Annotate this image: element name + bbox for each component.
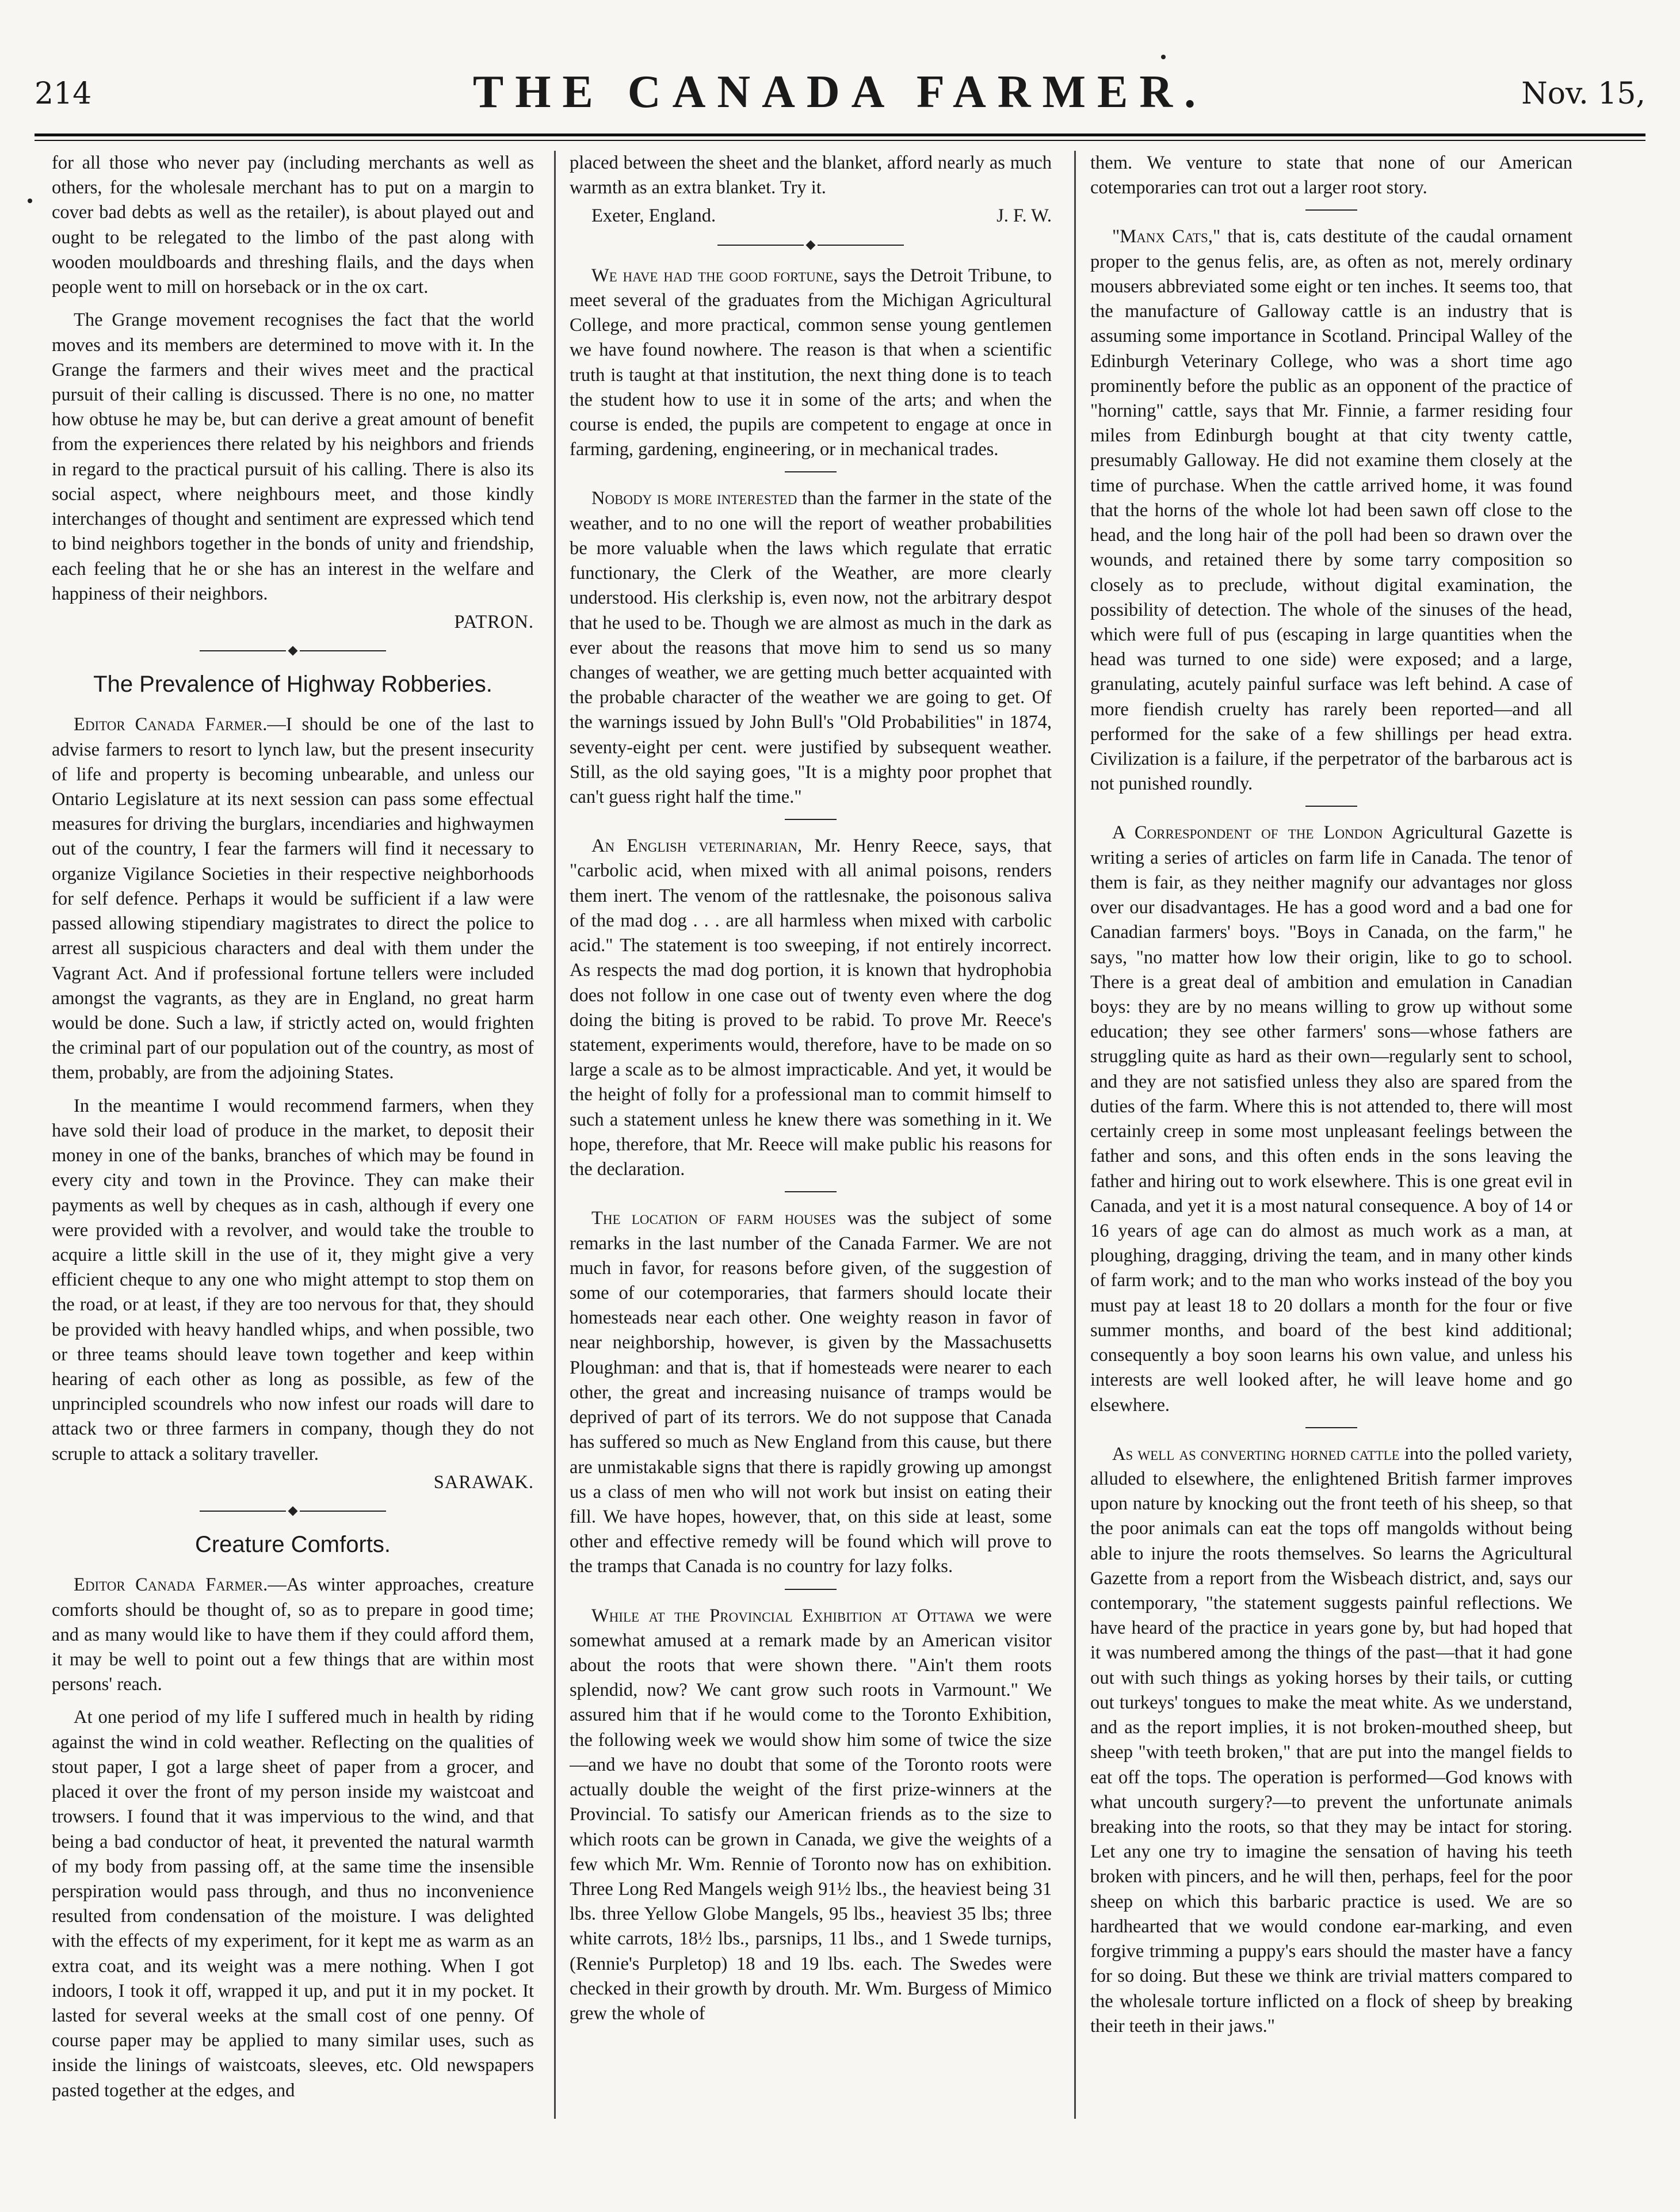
paragraph: We have had the good fortune, says the Detroit Tribune, to meet several of the graduates from the Michigan Agricultural College, and more practical, common sense young gentlemen we have found nowhere. The reason is that when a scientific truth is taught at that institution, the next thing done is to teach the student how to use it in some of the arts; and when the course is ended, the pupils are competent to engage at once in farming, gardening, engineering, or in mechanical trades. — [570, 265, 1052, 460]
paragraph: At one period of my life I suffered much in health by riding against the wind in cold weather. Reflecting on the qualities of stout paper, I got a large sheet of paper from a grocer, and placed it over the front of my person inside my waistcoat and trowsers. I found that it was impervious to the wind, and that being a bad conductor of heat, it prevented the natural warmth of my body from passing off, at the same time the insensible perspiration would pass through, and thus no inconvenience resulted from condensation of the moisture. I was delighted with the effects of my experiment, for it kept me as warm as an extra coat, and its weight was a mere nothing. When I got indoors, I took it off, wrapped it up, and put it in my pocket. It lasted for several weeks at the small cost of one penny. Of course paper may be applied to many similar uses, such as inside the linings of waistcoats, sleeves, etc. Old newspapers pasted together at the edges, and — [52, 1707, 534, 2101]
signature: PATRON. — [454, 611, 534, 632]
column-2 — [570, 151, 1052, 2119]
section-divider — [1305, 806, 1357, 807]
paragraph: The location of farm houses was the subject of some remarks in the last number of the Canada Farmer. We are not much in favor, for reasons before given, of the suggestion of some of our cotemporaries, that farmers should locate their homesteads near each other. One weighty reason in favor of near neighborship, however, is given by the Massachusetts Ploughman: and that is, that if homesteads were nearer to each other, the great and increasing nuisance of tramps would be deprived of part of its terrors. We do not suppose that Canada has suffered so much as New England from this cause, but there are unmistakable signs that there is rapidly growing up amongst us a class of men who will not work but insist on eating their fill. We have hopes, however, that, on this side at least, some other and effective remedy will be found which will prove to the tramps that Canada is no country for lazy folks. — [570, 1208, 1052, 1577]
speck-mark — [1161, 55, 1166, 59]
section-divider — [785, 471, 837, 472]
signature-initials: J. F. W. — [996, 205, 1052, 227]
page-header — [35, 55, 1645, 118]
article-heading: The Prevalence of Highway Robberies. — [93, 672, 492, 697]
section-ornament — [52, 647, 534, 654]
paragraph: Editor Canada Farmer.—I should be one of the last to advise farmers to resort to lynch law, but the present insecurity of life and property is becoming unbearable, and unless our Ontario Legislature at its next session can pass some effectual measures for driving the burglars, incendiaries and highwaymen out of the country, I fear the farmers will find it necessary to organize Vigilance Societies in their respective neighborhoods for self defence. Perhaps it would be sufficient if a law were passed allowing stipendiary magistrates to direct the police to arrest all suspicious characters and deal with them under the Vagrant Act. And if professional fortune tellers were included amongst the vagrants, as they are in England, no great harm would be done. Such a law, if strictly acted on, would frighten the criminal part of our population out of the country, as most of them, probably, are from the adjoining States. — [52, 714, 534, 1084]
signature-place: Exeter, England. — [591, 205, 716, 227]
page-number: 214 — [35, 77, 92, 111]
lead-in: Nobody is more interested — [591, 488, 797, 509]
paragraph: While at the Provincial Exhibition at Ottawa we were somewhat amused at a remark made by an American visitor about the roots that were shown there. "Ain't them roots splendid, now? We cant grow such roots in Varmount." We assured him that if he would come to the Toronto Exhibition, the following week we would show him some of twice the size—and we have no doubt that some of the Toronto roots were actually double the weight of the first prize-winners at the Provincial. To satisfy our American friends as to the size to which roots can be grown in Canada, we give the weights of a few which Mr. Wm. Rennie of Toronto now has on exhibition. Three Long Red Mangels weigh 91½ lbs., the heaviest being 31 lbs. three Yellow Globe Mangels, 95 lbs., heaviest 35 lbs; three white carrots, 18½ lbs., parsnips, 11 lbs., and 1 Swede turnips, (Rennie's Purpletop) 18 and 19 lbs. each. The Swedes were checked in their growth by drouth. Mr. Wm. Burgess of Mimico grew the whole of — [570, 1605, 1052, 2024]
paragraph: As well as converting horned cattle into the polled variety, alluded to elsewhere, the enlightened British farmer improves upon nature by knocking out the front teeth of his sheep, so that the poor animals can eat the tops off mangolds without being able to injure the roots themselves. So learns the Agricultural Gazette from a report from the Wisbeach district, and, says our contemporary, "the statement suggests painful reflections. We have heard of the practice in years gone by, but had hoped that it was numbered among the things of the past—that it had gone out with such things as yoking horses by their tails, or cutting out turkeys' tongues to make the meat white. As we understand, and as the report implies, it is not broken-mouthed sheep, but sheep "with teeth broken," that are put into the mangel fields to eat off the tops. The operation is performed—God knows with what uncouth surgery?—to prevent the unfortunate animals breaking into the roots, so that they may be intact for storing. Let any one try to imagine the sensation of having his teeth broken with pincers, and he will then, perhaps, feel for the poor sheep on which this barbaric practice is used. We are so hardhearted that we would condone ear-marking, and even forgive trimming a puppy's ears should the master have a fancy for so doing. But these we think are trivial matters compared to the wholesale torture inflicted on a flock of sheep by breaking their teeth in their jaws." — [1090, 1443, 1572, 2036]
header-rule-thick — [35, 134, 1645, 136]
lead-in: As well as converting horned cattle — [1112, 1443, 1400, 1465]
column-3 — [1090, 151, 1572, 2119]
signature: SARAWAK. — [433, 1471, 534, 1493]
section-ornament — [570, 242, 1052, 249]
signature — [570, 204, 1052, 228]
column-rule — [554, 151, 556, 2119]
column-1 — [52, 151, 534, 2119]
column-rule — [1074, 151, 1076, 2119]
paragraph: "Manx Cats," that is, cats destitute of the caudal ornament proper to the genus felis, are, as often as not, merely ordinary mousers abbreviated some eight or ten inches. It seems too, that the manufacture of Galloway cattle is an industry that is assuming some importance in Scotland. Principal Walley of the Edinburgh Veterinary College, who was a short time ago prominently before the public as an opponent of the practice of "horning" cattle, says that Mr. Finnie, a farmer residing four miles from Edinburgh bought at that city twenty cattle, presumably Galloway. He did not examine them closely at the time of purchase. When the cattle arrived home, it was found that the horns of the whole lot had been sawn off close to the head, and the long hair of the poll had been so drawn over the wounds, and retained there by some tarry composition so closely as to preclude, without digital examination, the possibility of detection. The whole of the sinuses of the head, which were full of pus (escaping in large quantities when the head was turned to one side) were exposed; and a large, granulating, acutely painful surface was left behind. A case of more fiendish cruelty has rarely been reported—and all performed for the sake of a few shillings per head extra. Civilization is a failure, if the perpetrator of the barbarous act is not punished roundly. — [1090, 226, 1572, 795]
article-heading: Creature Comforts. — [194, 1532, 391, 1558]
paragraph: Editor Canada Farmer.—As winter approaches, creature comforts should be thought of, so as to prepare in good time; and as many would like to have them if they could afford them, it may be well to point out a few things that are within most persons' reach. — [52, 1574, 534, 1695]
section-divider — [1305, 209, 1357, 211]
masthead-title: THE CANADA FARMER. — [472, 67, 1208, 117]
paragraph: them. We venture to state that none of our American cotemporaries can trot out a larger root story. — [1090, 152, 1572, 199]
header-rule-thin — [35, 140, 1645, 141]
section-divider — [785, 1191, 837, 1192]
lead-in: An English veterinarian, — [591, 836, 803, 857]
section-ornament — [52, 1508, 534, 1515]
paragraph: A Correspondent of the London Agricultural Gazette is writing a series of articles on farm life in Canada. The tenor of them is fair, as they neither magnify our advantages nor gloss over our disadvantages. He has a good word and a bad one for Canadian farmers' boys. "Boys in Canada, on the farm," he says, "no matter how low their origin, like to go to school. There is a great deal of ambition and emulation in Canadian boys: they are by no means willing to grow up without some education; they see other farmers' sons—whose fathers are struggling quite as hard as their own—regularly sent to school, and they are not satisfied unless they also are spared from the duties of the farm. Where this is not attended to, there will most certainly creep in some most unpleasant feelings between the father and sons, and this often ends in the sons leaving the father and hiring out to work elsewhere. This is one great evil in Canada, and yet it is a most natural consequence. A boy of 14 or 16 years of age can do almost as much work as a man, at ploughing, dragging, driving the team, and in many other kinds of farm work; and to the man who works instead of the boy you must pay at least 18 to 20 dollars a month for the four or five summer months, and board of the best kind additional; consequently a boy soon learns his own value, and unless his interests are well looked after, he will leave home and go elsewhere. — [1090, 822, 1572, 1416]
paragraph: for all those who never pay (including merchants as well as others, for the wholesale merchant has to put on a margin to cover bad debts as well as the retailer), is about played out and ought to be relegated to the limbo of the past along with wooden mouldboards and threshing flails, and the days when people went to mill on horseback or in the ox cart. — [52, 152, 534, 298]
lead-in: The location of farm houses — [591, 1208, 837, 1229]
speck-mark — [28, 199, 32, 203]
paragraph: placed between the sheet and the blanket, afford nearly as much warmth as an extra blanket. Try it. — [570, 152, 1052, 199]
lead-in: Editor Canada Farmer. — [74, 1574, 268, 1596]
issue-date: Nov. 15, — [1521, 77, 1645, 111]
paragraph: The Grange movement recognises the fact that the world moves and its members are determined to move with it. In the Grange the farmers and their wives meet and the practical pursuit of their calling is discussed. There is no one, no matter how obtuse he may be, but can derive a great amount of benefit from the experiences there related by his neighbors and friends in regard to the practical pursuit of his calling. There is also its social aspect, where neighbours meet, and those kindly interchanges of thought and sentiment are expressed which tend to bind neighbors together in the bonds of unity and friendship, each feeling that he or she has an interest in the welfare and happiness of their neighbors. — [52, 310, 534, 604]
lead-in: "Manx Cats," — [1112, 226, 1221, 247]
lead-in: A Correspondent of the London — [1112, 822, 1383, 844]
paragraph: An English veterinarian, Mr. Henry Reece, says, that "carbolic acid, when mixed with all animal poisons, renders them inert. The venom of the rattlesnake, the poisonous saliva of the mad dog . . . are all harmless when mixed with carbolic acid." The statement is too sweeping, if not entirely incorrect. As respects the mad dog portion, it is known that hydrophobia does not follow in one case out of twenty even where the dog doing the biting is proved to be rabid. To prove Mr. Reece's statement, experiments would, therefore, have to be made on so large a scale as to be almost impracticable. And yet, it would be the height of folly for a professional man to commit himself to such a statement unless he knew there was something in it. We hope, therefore, that Mr. Reece will make public his reasons for the declaration. — [570, 836, 1052, 1180]
section-divider — [1305, 1427, 1357, 1428]
paragraph: In the meantime I would recommend farmers, when they have sold their load of produce in the market, to deposit their money in one of the banks, branches of which may be found in every city and town in the Province. They can make their payments as well by cheques as in cash, although if every one were provided with a revolver, and would take the trouble to acquire a little skill in the use of it, they might give a very efficient cheque to any one who might attempt to stop them on the road, or at least, if they are too nervous for that, they should be provided with heavy handled whips, and when possible, two or three teams should leave town together and keep within hearing of each other as long as possible, as few of the unprincipled scoundrels who now infest our roads will dare to attack two or three farmers in company, though they do not scruple to attack a solitary traveller. — [52, 1095, 534, 1465]
lead-in: We have had the good fortune, — [591, 265, 838, 286]
paragraph: Nobody is more interested than the farmer in the state of the weather, and to no one will the report of weather probabilities be more valuable when the laws which regulate that erratic functionary, the Clerk of the Weather, are more clearly understood. His clerkship is, even now, not the arbitrary despot that he used to be. Though we are almost as much in the dark as ever about the reasons that move him to send us so many changes of weather, we are getting much better acquainted with the probable character of the weather we are going to get. Of the warnings issued by John Bull's "Old Probabilities" in 1874, seventy-eight per cent. were justified by subsequent weather. Still, as the old saying goes, "It is a mighty poor prophet that can't guess right half the time." — [570, 488, 1052, 808]
lead-in: While at the Provincial Exhibition at Ottawa — [591, 1605, 975, 1626]
section-divider — [785, 819, 837, 820]
section-divider — [785, 1589, 837, 1590]
lead-in: Editor Canada Farmer. — [74, 714, 268, 735]
